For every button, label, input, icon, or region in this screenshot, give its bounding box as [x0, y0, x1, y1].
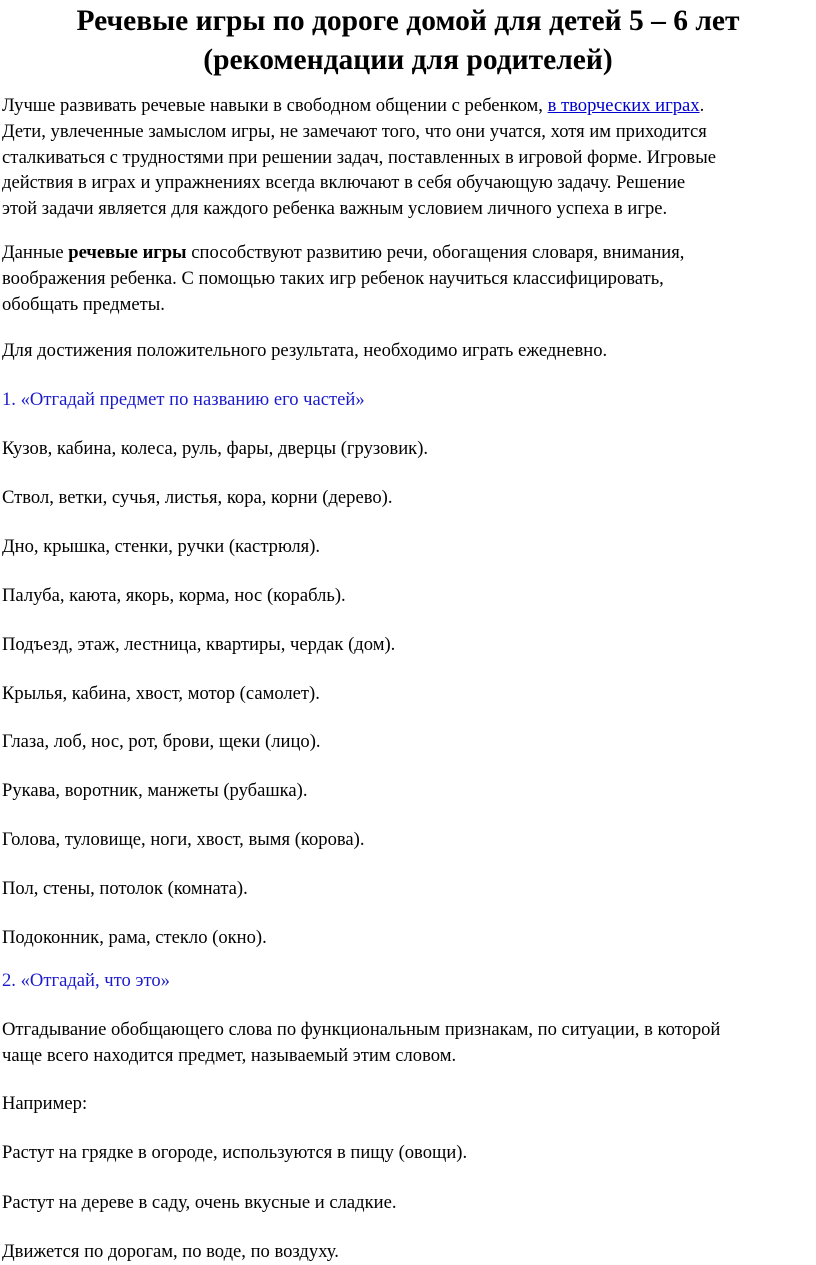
intro-text: Лучше развивать речевые навыки в свободном общении с ребенком, — [2, 95, 548, 116]
game-2-description — [2, 1017, 814, 1069]
riddle-item: Кузов, кабина, колеса, руль, фары, дверцы (грузовик). — [2, 438, 429, 459]
intro-period: . — [699, 95, 705, 116]
benefits-text-rest: способствуют развитию речи, обогащения словаря, внимания, — [186, 242, 685, 263]
game-2-description-line-2: чаще всего находится предмет, называемый этим словом. — [2, 1044, 457, 1066]
document-title — [0, 2, 816, 80]
riddle-item: Ствол, ветки, сучья, листья, кора, корни (дерево). — [2, 486, 393, 508]
intro-line-3: сталкиваться с трудностями при решении задач, поставленных в игровой форме. Игровые — [2, 146, 716, 168]
example-label: Например: — [2, 1093, 88, 1114]
game-2-heading: 2. «Отгадай, что это» — [2, 970, 170, 991]
intro-line-4: действия в играх и упражнениях всегда включают в себя обучающую задачу. Решение — [2, 172, 686, 194]
intro-line-2: Дети, увлеченные замыслом игры, не замечают того, что они учатся, хотя им приходится — [2, 120, 707, 142]
riddle-item: Растут на дереве в саду, очень вкусные и сладкие. — [2, 1191, 397, 1213]
riddle-item: Пол, стены, потолок (комната). — [2, 878, 248, 900]
benefits-line-1 — [2, 240, 814, 266]
benefits-line-3: обобщать предметы. — [2, 293, 165, 315]
benefits-text: Данные — [2, 242, 69, 263]
riddle-item: Голова, туловище, ноги, хвост, вымя (корова). — [2, 829, 365, 851]
daily-play-paragraph: Для достижения положительного результата, необходимо играть ежедневно. — [2, 340, 608, 361]
riddle-item: Подоконник, рама, стекло (окно). — [2, 927, 267, 948]
riddle-item: Дно, крышка, стенки, ручки (кастрюля). — [2, 535, 321, 557]
intro-line-1 — [2, 93, 814, 119]
intro-paragraph — [2, 93, 814, 222]
riddle-item: Рукава, воротник, манжеты (рубашка). — [2, 780, 308, 802]
creative-games-link[interactable]: в творческих играх — [547, 95, 700, 116]
riddle-item: Глаза, лоб, нос, рот, брови, щеки (лицо). — [2, 731, 321, 753]
game-1-heading: 1. «Отгадай предмет по названию его частей» — [2, 389, 365, 410]
game-2-description-line-1: Отгадывание обобщающего слова по функциональным признакам, по ситуации, в которой — [2, 1019, 721, 1040]
riddle-item: Крылья, кабина, хвост, мотор (самолет). — [2, 682, 320, 704]
benefits-paragraph — [2, 240, 814, 317]
riddle-item: Движется по дорогам, по воде, по воздуху. — [2, 1241, 339, 1262]
riddle-item: Растут на грядке в огороде, используются в пищу (овощи). — [2, 1142, 468, 1163]
benefits-line-2: воображения ребенка. С помощью таких игр ребенок научиться классифицировать, — [2, 267, 664, 289]
intro-line-5: этой задачи является для каждого ребенка важным условием личного успеха в игре. — [2, 198, 668, 220]
riddle-item: Подъезд, этаж, лестница, квартиры, чердак (дом). — [2, 633, 396, 655]
riddle-item: Палуба, каюта, якорь, корма, нос (корабль). — [2, 584, 346, 606]
title-line-1: Речевые игры по дороге домой для детей 5 – 6 лет — [76, 5, 740, 37]
speech-games-bold: речевые игры — [68, 242, 187, 263]
title-line-2: (рекомендации для родителей) — [203, 44, 613, 76]
